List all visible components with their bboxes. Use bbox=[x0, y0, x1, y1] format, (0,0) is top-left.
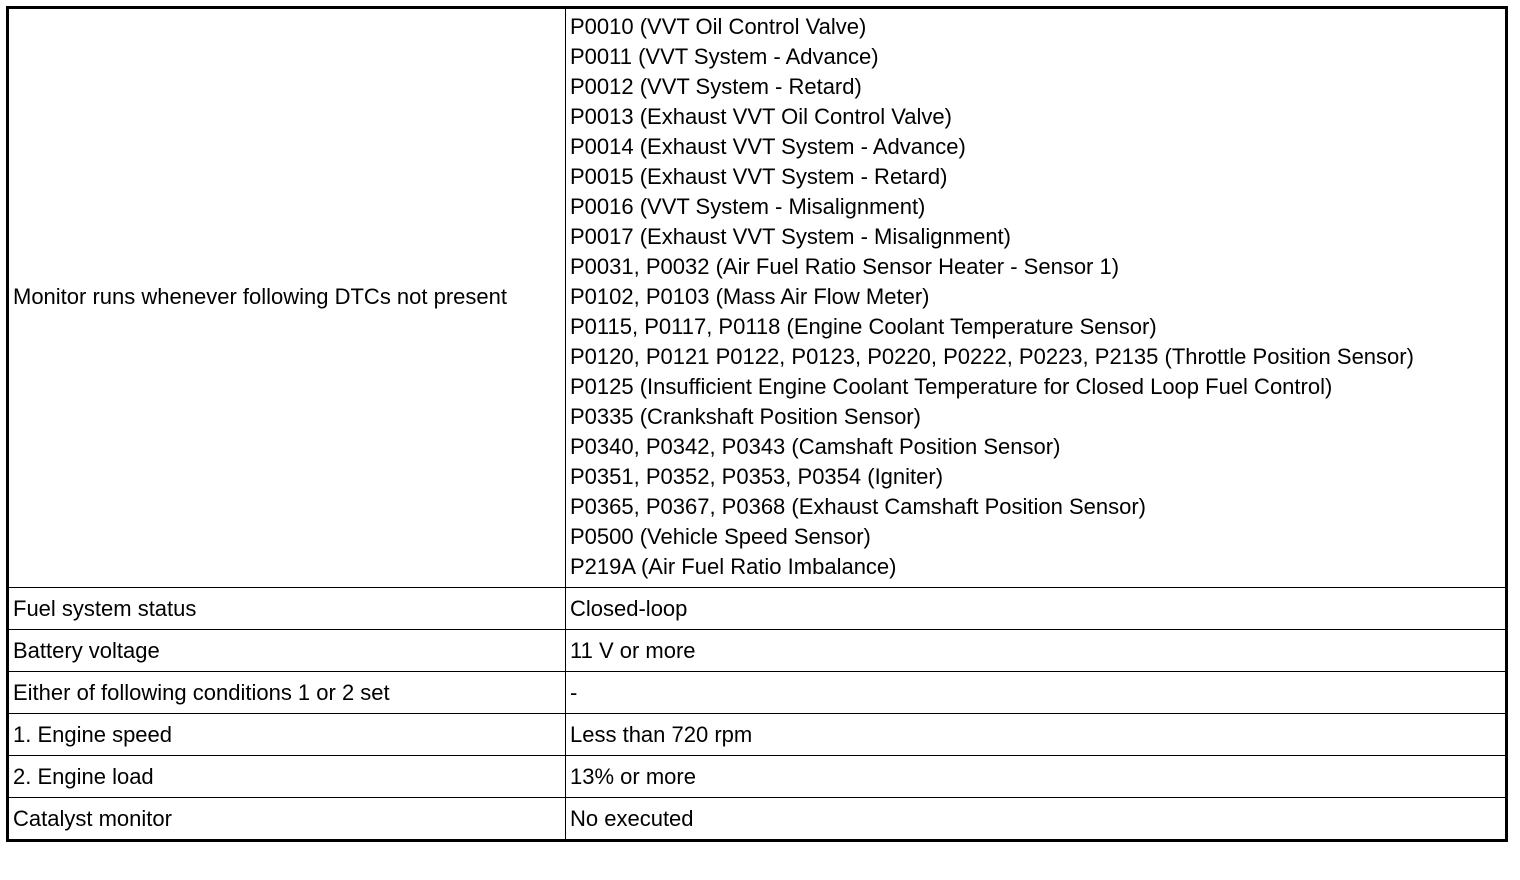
condition-value-cell: 13% or more bbox=[566, 756, 1507, 798]
dtc-line: P0010 (VVT Oil Control Valve) bbox=[570, 14, 867, 39]
dtc-line: P0365, P0367, P0368 (Exhaust Camshaft Position Sensor) bbox=[570, 494, 1147, 519]
dtc-line: P0340, P0342, P0343 (Camshaft Position Sensor) bbox=[570, 434, 1061, 459]
condition-item-cell: 1. Engine speed bbox=[8, 714, 566, 756]
condition-item-cell: Battery voltage bbox=[8, 630, 566, 672]
table-row bbox=[8, 672, 1507, 714]
dtc-line: P0351, P0352, P0353, P0354 (Igniter) bbox=[570, 464, 944, 489]
conditions-table bbox=[6, 6, 1508, 842]
dtc-line: P0031, P0032 (Air Fuel Ratio Sensor Heater - Sensor 1) bbox=[570, 254, 1120, 279]
dtc-line: P0014 (Exhaust VVT System - Advance) bbox=[570, 134, 966, 159]
dtc-line: P0335 (Crankshaft Position Sensor) bbox=[570, 404, 921, 429]
dtc-line: P0013 (Exhaust VVT Oil Control Valve) bbox=[570, 104, 952, 129]
condition-item-cell: Catalyst monitor bbox=[8, 798, 566, 841]
dtc-list-cell bbox=[566, 8, 1507, 588]
table-row bbox=[8, 714, 1507, 756]
table-row bbox=[8, 588, 1507, 630]
dtc-line: P0012 (VVT System - Retard) bbox=[570, 74, 862, 99]
condition-item-cell: Monitor runs whenever following DTCs not present bbox=[8, 8, 566, 588]
condition-item-cell: Either of following conditions 1 or 2 set bbox=[8, 672, 566, 714]
table-row bbox=[8, 798, 1507, 841]
dtc-line: P0102, P0103 (Mass Air Flow Meter) bbox=[570, 284, 930, 309]
dtc-line: P0011 (VVT System - Advance) bbox=[570, 44, 879, 69]
dtc-line: P0125 (Insufficient Engine Coolant Temperature for Closed Loop Fuel Control) bbox=[570, 374, 1333, 399]
dtc-line: P0115, P0117, P0118 (Engine Coolant Temperature Sensor) bbox=[570, 314, 1157, 339]
dtc-line: P0016 (VVT System - Misalignment) bbox=[570, 194, 926, 219]
table-row bbox=[8, 756, 1507, 798]
dtc-line: P219A (Air Fuel Ratio Imbalance) bbox=[570, 554, 897, 579]
table-row-dtc-exclusions bbox=[8, 8, 1507, 588]
condition-value-cell: 11 V or more bbox=[566, 630, 1507, 672]
condition-value-cell: Closed-loop bbox=[566, 588, 1507, 630]
dtc-line: P0500 (Vehicle Speed Sensor) bbox=[570, 524, 871, 549]
condition-item-cell: 2. Engine load bbox=[8, 756, 566, 798]
dtc-line: P0120, P0121 P0122, P0123, P0220, P0222, P0223, P2135 (Throttle Position Sensor) bbox=[570, 344, 1414, 369]
condition-item-cell: Fuel system status bbox=[8, 588, 566, 630]
dtc-line: P0015 (Exhaust VVT System - Retard) bbox=[570, 164, 948, 189]
condition-value-cell: - bbox=[566, 672, 1507, 714]
dtc-line: P0017 (Exhaust VVT System - Misalignment) bbox=[570, 224, 1011, 249]
condition-value-cell: No executed bbox=[566, 798, 1507, 841]
condition-value-cell: Less than 720 rpm bbox=[566, 714, 1507, 756]
table-row bbox=[8, 630, 1507, 672]
